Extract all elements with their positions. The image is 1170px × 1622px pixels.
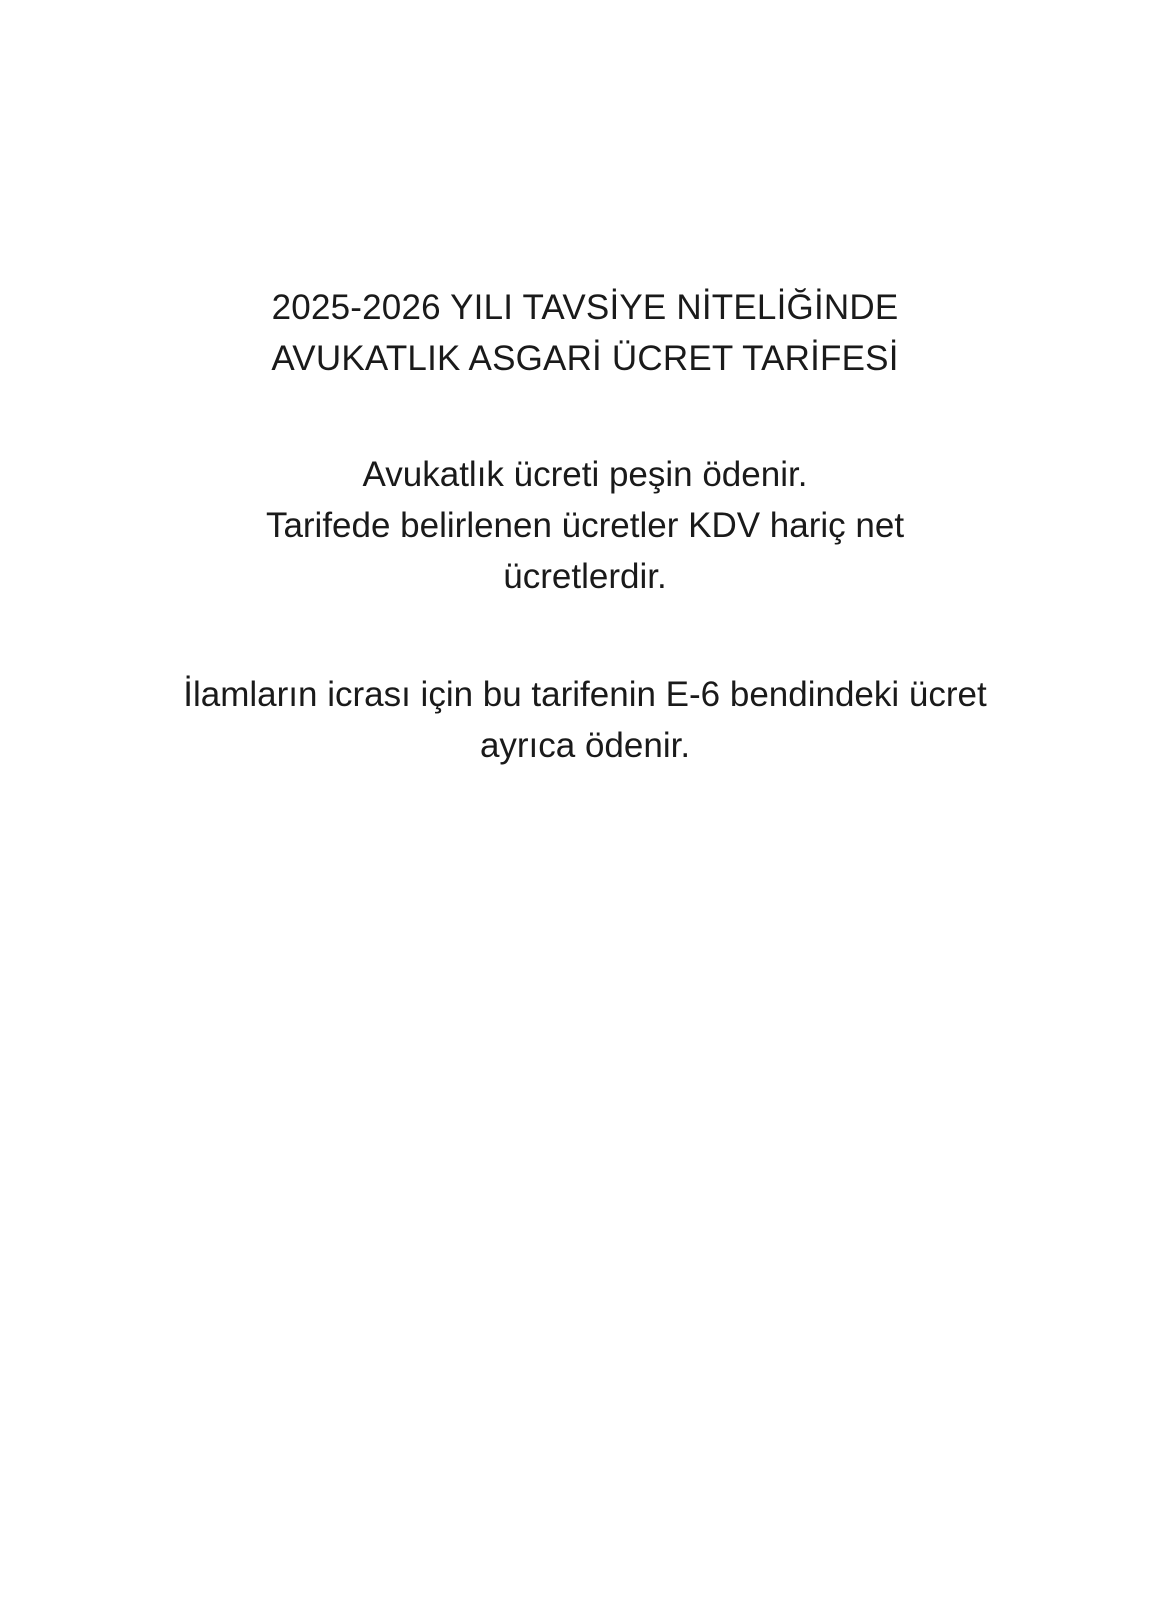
payment-notice-line-3: ücretlerdir.	[503, 557, 667, 596]
execution-notice-line-1: İlamların icrası için bu tarifenin E-6 bendindeki ücret	[183, 675, 987, 714]
title-line-1: 2025-2026 YILI TAVSİYE NİTELİĞİNDE	[271, 288, 899, 327]
document-title	[0, 282, 1170, 384]
title-line-2: AVUKATLIK ASGARİ ÜCRET TARİFESİ	[271, 339, 899, 378]
payment-notice-line-2: Tarifede belirlenen ücretler KDV hariç net	[265, 506, 905, 545]
execution-notice	[0, 669, 1170, 771]
payment-notice-line-1: Avukatlık ücreti peşin ödenir.	[362, 455, 808, 494]
execution-notice-line-2: ayrıca ödenir.	[479, 726, 691, 765]
payment-notice	[0, 449, 1170, 602]
